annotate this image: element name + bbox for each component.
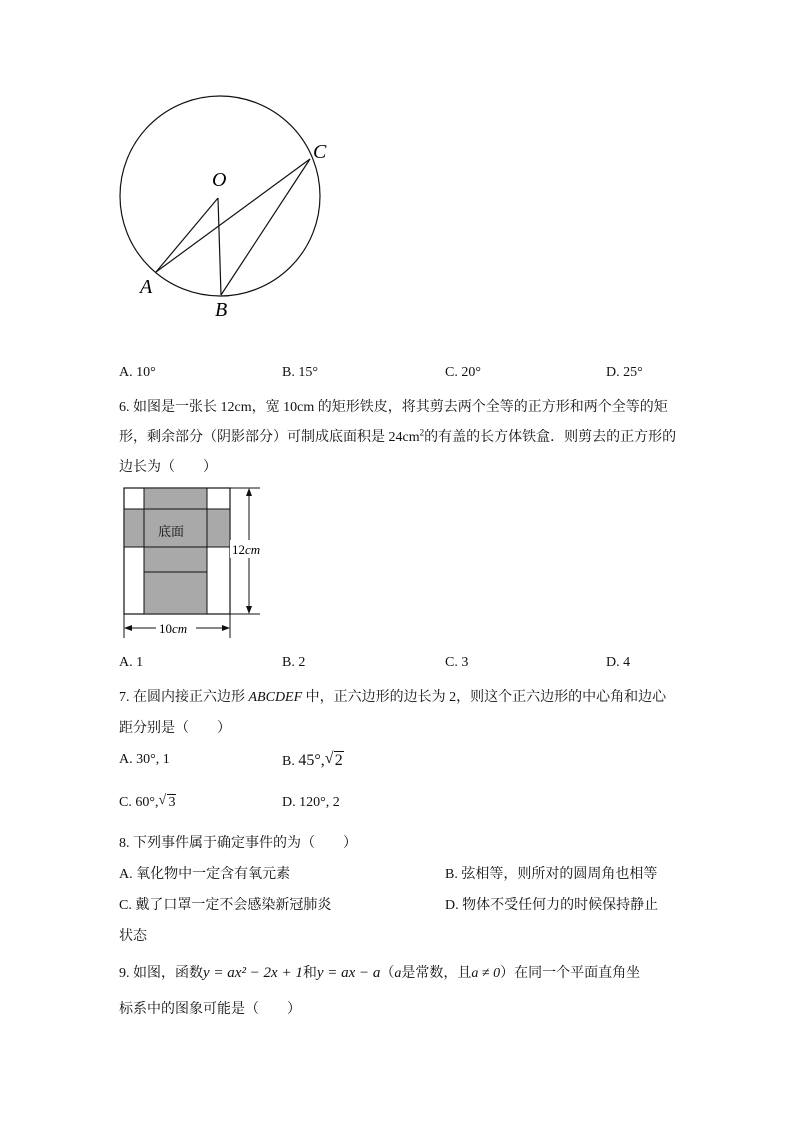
point-label-O: O — [212, 169, 227, 191]
q5-option-c: C. 20° — [445, 365, 481, 380]
q7-option-d-label: D. — [282, 795, 300, 810]
width-unit: cm — [172, 621, 188, 636]
shaded-right-flap — [207, 509, 230, 547]
width-arrow-head-right — [222, 625, 230, 631]
segment-OB — [218, 198, 221, 295]
q6-option-a: A. 1 — [119, 655, 144, 670]
q9-line1-tail: ）在同一个平面直角坐 — [500, 966, 641, 981]
segment-AC — [156, 159, 310, 272]
shaded-center-column — [144, 488, 207, 614]
point-label-B: B — [215, 299, 228, 321]
q7-option-c-sqrt: √ 3 — [158, 793, 176, 810]
height-unit: cm — [245, 542, 261, 557]
q7-option-c — [119, 795, 176, 811]
q7-option-b-sqrt: √ 2 — [324, 750, 343, 769]
q5-circle-figure — [100, 80, 360, 330]
q8-option-c: C. 戴了口罩一定不会感染新冠肺炎 — [119, 898, 332, 913]
q7-option-c-label: C. — [119, 795, 136, 810]
q7-line1-part2: 中，正六边形的边长为 2，则这个正六边形的中心角和边心 — [302, 690, 667, 705]
q9-line1-paren: （ — [380, 966, 395, 981]
q7-option-c-radicand: 3 — [168, 795, 176, 810]
q9-text-line2: 标系中的图象可能是（ ） — [119, 1002, 301, 1017]
q7-option-b — [282, 752, 344, 770]
q6-net-figure — [118, 482, 278, 644]
q7-option-d — [282, 795, 340, 811]
segment-OA — [156, 198, 218, 272]
q8-option-b: B. 弦相等，则所对的圆周角也相等 — [445, 867, 658, 882]
q7-line1-part1: 7. 在圆内接正六边形 — [119, 690, 249, 705]
height-value: 12 — [232, 542, 245, 557]
q8-option-d-continued: 状态 — [119, 929, 147, 944]
shaded-left-flap — [124, 509, 144, 547]
point-label-A: A — [140, 276, 153, 298]
q6-option-c: C. 3 — [445, 655, 469, 670]
q8-option-a: A. 氧化物中一定含有氧元素 — [119, 867, 291, 882]
q9-line1-part1: 9. 如图，函数 — [119, 966, 203, 981]
width-value: 10 — [159, 621, 172, 636]
q8-option-d: D. 物体不受任何力的时候保持静止 — [445, 898, 659, 913]
q9-var-a: a — [394, 966, 402, 981]
height-arrow-head-top — [246, 488, 252, 496]
q8-text-line1: 8. 下列事件属于确定事件的为（ ） — [119, 836, 357, 851]
q6-line2-part2: 的有盖的长方体铁盒．则剪去的正方形的 — [424, 430, 677, 445]
q9-line1-constant: 是常数，且 — [401, 966, 472, 981]
q6-option-d: D. 4 — [606, 655, 631, 670]
q7-text-line2: 距分别是（ ） — [119, 721, 231, 736]
height-label — [232, 542, 260, 557]
q7-option-b-value: 45°, — [298, 752, 325, 769]
q6-base-label: 底面 — [158, 525, 185, 540]
width-arrow-head-left — [124, 625, 132, 631]
q9-text-line1 — [119, 962, 640, 982]
q6-line2-part1: 形，剩余部分（阴影部分）可制成底面积是 24cm — [119, 430, 420, 445]
q9-line1-and: 和 — [302, 966, 317, 981]
height-arrow-head-bottom — [246, 606, 252, 614]
q9-condition: a ≠ 0 — [471, 966, 501, 981]
q5-option-d: D. 25° — [606, 365, 643, 380]
q9-function-1: y = ax² − 2x + 1 — [203, 965, 303, 981]
q7-option-b-label: B. — [282, 754, 299, 769]
q7-option-a-value: 30°, 1 — [136, 752, 170, 767]
q6-line2-superscript: 2 — [419, 427, 425, 438]
q7-option-a — [119, 752, 170, 768]
q7-option-b-radicand: 2 — [334, 752, 343, 769]
q7-hexagon-name: ABCDEF — [248, 690, 303, 705]
point-label-C: C — [313, 141, 327, 163]
q9-function-2: y = ax − a — [316, 965, 381, 981]
q5-option-b: B. 15° — [282, 365, 318, 380]
segment-BC — [221, 159, 310, 295]
q7-option-c-value: 60°, — [135, 795, 159, 810]
q6-text-line2 — [119, 426, 676, 446]
q7-option-a-label: A. — [119, 752, 137, 767]
q5-option-a: A. 10° — [119, 365, 156, 380]
width-label — [159, 621, 187, 636]
q7-text-line1 — [119, 686, 666, 706]
q6-text-line1: 6. 如图是一张长 12cm，宽 10cm 的矩形铁皮，将其剪去两个全等的正方形和两个全等的矩 — [119, 400, 668, 415]
q6-text-line3: 边长为（ ） — [119, 460, 217, 475]
q6-option-b: B. 2 — [282, 655, 306, 670]
q7-option-d-value: 120°, 2 — [299, 795, 340, 810]
